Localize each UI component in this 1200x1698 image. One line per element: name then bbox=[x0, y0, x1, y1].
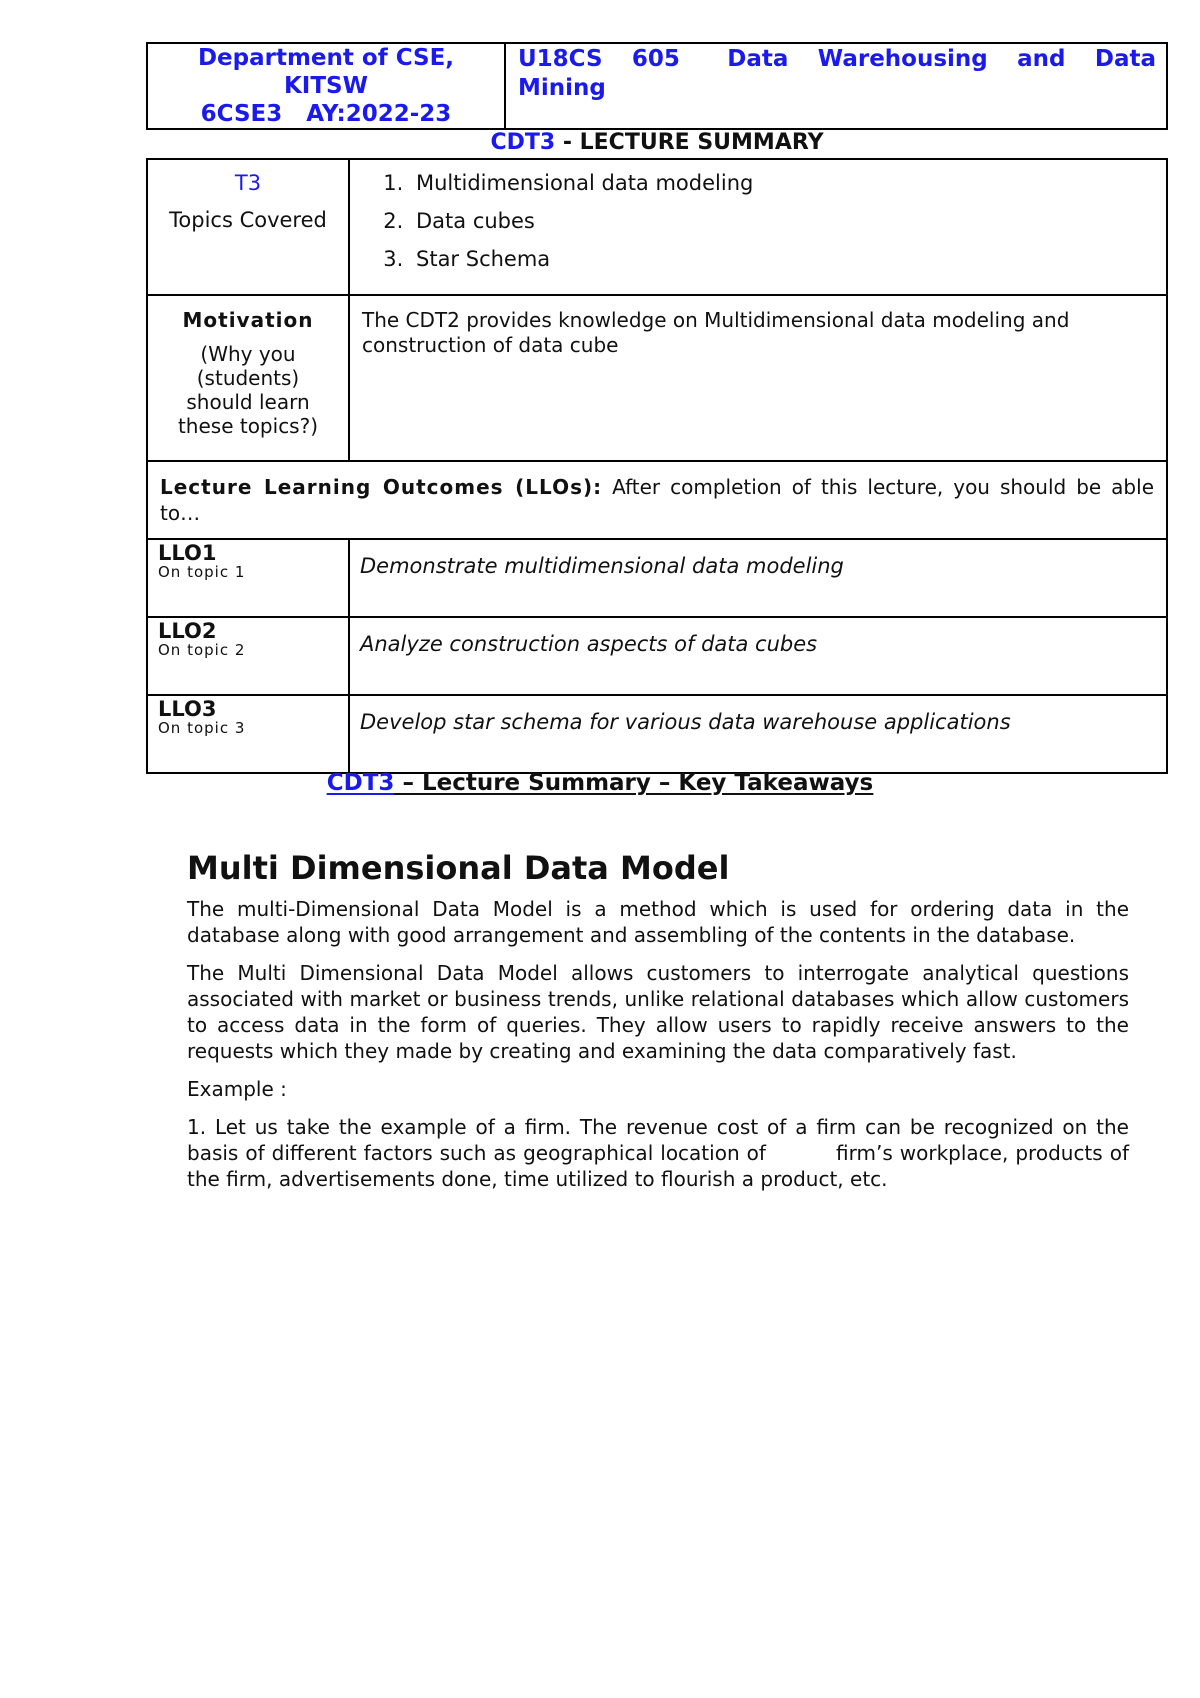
header-table bbox=[146, 42, 1168, 130]
llo-topic-ref: On topic 3 bbox=[158, 719, 246, 737]
llo-id-cell bbox=[147, 695, 349, 773]
class-year: 6CSE3 AY:2022-23 bbox=[200, 101, 452, 127]
key-takeaways-title: CDT3 – Lecture Summary – Key Takeaways bbox=[326, 770, 874, 796]
topics-list bbox=[362, 170, 1166, 272]
llo-code: LLO1 bbox=[158, 541, 217, 565]
topics-label-cell bbox=[147, 159, 349, 295]
llo-topic-ref: On topic 2 bbox=[158, 641, 246, 659]
list-item: 2. Data cubes bbox=[410, 208, 1166, 234]
department-cell bbox=[147, 43, 505, 129]
key-takeaways-body bbox=[187, 848, 1136, 1204]
topics-list-cell bbox=[349, 159, 1167, 295]
motivation-row bbox=[147, 295, 1167, 461]
paragraph: The Multi Dimensional Data Model allows customers to interrogate analytical questions associated with market or business trends, unlike relational databases which allow customers to access data in the form of queries. They allow users to rapidly receive answers to the requests which they made by creating and examining the data comparatively fast. bbox=[187, 961, 1129, 1063]
llo-id-cell bbox=[147, 617, 349, 695]
lecture-summary-table bbox=[146, 158, 1168, 774]
motivation-label-cell bbox=[147, 295, 349, 461]
paragraph: 1. Let us take the example of a firm. The revenue cost of a firm can be recognized on the basis of different factors such as geographical location of firm’s workplace, products of the firm, advertisements done, time utilized to flourish a product, etc. bbox=[187, 1115, 1136, 1191]
table-row bbox=[147, 695, 1167, 773]
llo-description: Analyze construction aspects of data cubes bbox=[349, 617, 1167, 695]
lecture-summary-title: CDT3 - LECTURE SUMMARY bbox=[490, 130, 824, 155]
department-name: Department of CSE, bbox=[197, 45, 455, 71]
course-title-line1: U18CS 605 Data Warehousing and Data bbox=[518, 46, 1156, 72]
table-row bbox=[147, 617, 1167, 695]
llo-id-cell bbox=[147, 539, 349, 617]
section-heading: Multi Dimensional Data Model bbox=[187, 849, 730, 887]
course-cell bbox=[505, 43, 1167, 129]
list-item: 3. Star Schema bbox=[410, 246, 1166, 272]
topics-covered-label: Topics Covered bbox=[169, 208, 327, 232]
llo-topic-ref: On topic 1 bbox=[158, 563, 246, 581]
llo-header-row bbox=[147, 461, 1167, 539]
llo-code: LLO3 bbox=[158, 697, 217, 721]
list-item: 1. Multidimensional data modeling bbox=[410, 170, 1166, 196]
llo-code: LLO2 bbox=[158, 619, 217, 643]
llo-description: Develop star schema for various data warehouse applications bbox=[349, 695, 1167, 773]
table-row bbox=[147, 539, 1167, 617]
topic-code: T3 bbox=[234, 171, 262, 195]
llo-header: Lecture Learning Outcomes (LLOs): After completion of this lecture, you should be able to… bbox=[147, 461, 1167, 539]
paragraph: The multi-Dimensional Data Model is a method which is used for ordering data in the database along with good arrangement and assembling of the contents in the database. bbox=[187, 897, 1129, 947]
llo-description: Demonstrate multidimensional data modeling bbox=[349, 539, 1167, 617]
course-title-line2: Mining bbox=[518, 75, 606, 101]
institute-name: KITSW bbox=[283, 73, 368, 99]
motivation-subtitle: (Why you (students) should learn these topics?) bbox=[177, 342, 319, 438]
paragraph: Example : bbox=[187, 1077, 287, 1101]
topics-row bbox=[147, 159, 1167, 295]
motivation-text: The CDT2 provides knowledge on Multidimensional data modeling and construction of data cube bbox=[349, 295, 1167, 461]
motivation-heading: Motivation bbox=[182, 308, 314, 332]
